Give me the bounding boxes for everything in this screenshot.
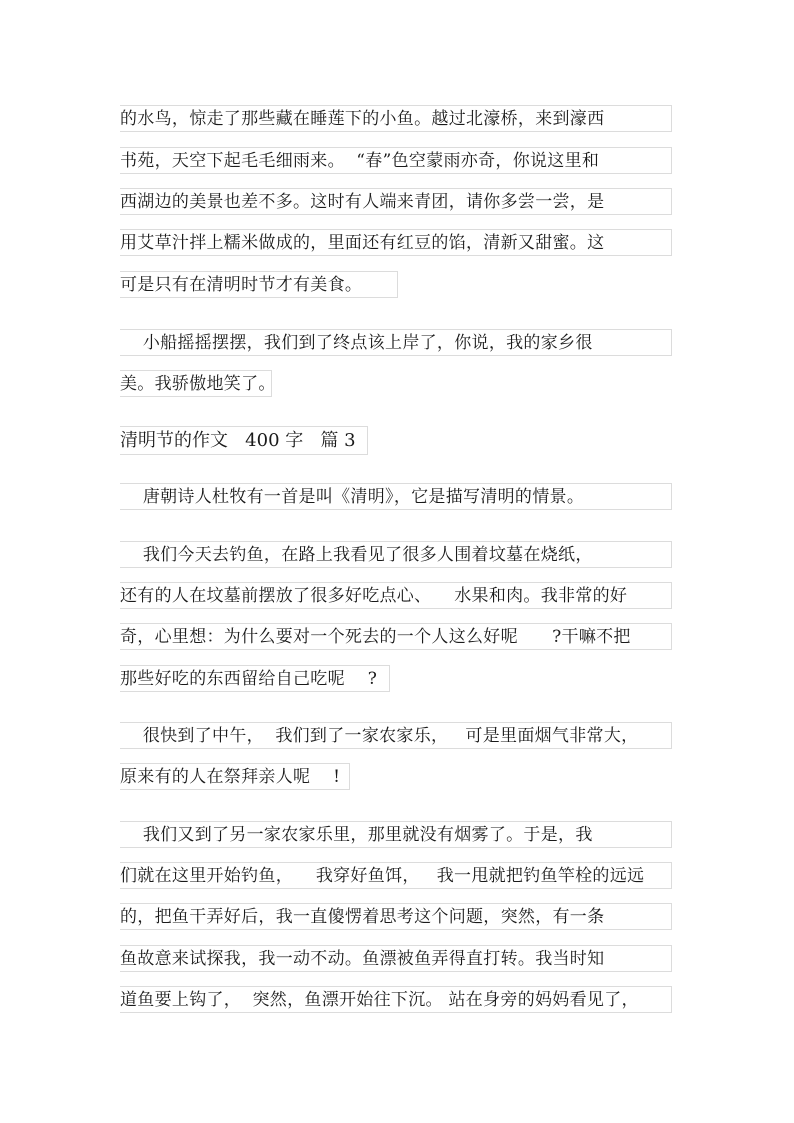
text-line: 们就在这里开始钓鱼， 我穿好鱼饵， 我一甩就把钓鱼竿栓的远远 bbox=[120, 866, 645, 886]
text-line: 可是只有在清明时节才有美食。 bbox=[120, 275, 363, 295]
text-line: 我们今天去钓鱼，在路上我看见了很多人围着坟墓在烧纸， bbox=[120, 545, 593, 565]
text-line: 奇，心里想：为什么要对一个死去的一个人这么好呢 ?干嘛不把 bbox=[120, 627, 631, 647]
text-line: 我们又到了另一家农家乐里，那里就没有烟雾了。于是，我 bbox=[120, 825, 593, 845]
text-line: 书苑，天空下起毛毛细雨来。 “春”色空蒙雨亦奇，你说这里和 bbox=[120, 151, 600, 171]
text-line: 那些好吃的东西留给自己吃呢 ? bbox=[120, 669, 378, 689]
text-line: 的水鸟，惊走了那些藏在睡莲下的小鱼。越过北濠桥，来到濠西 bbox=[120, 109, 605, 129]
text-line: 很快到了中午， 我们到了一家农家乐， 可是里面烟气非常大， bbox=[120, 726, 639, 746]
section-heading: 清明节的作文 400 字 篇 3 bbox=[120, 430, 356, 451]
text-line: 还有的人在坟墓前摆放了很多好吃点心、 水果和肉。我非常的好 bbox=[120, 586, 628, 606]
text-line: 鱼故意来试探我，我一动不动。鱼漂被鱼弄得直打转。我当时知 bbox=[120, 949, 605, 969]
text-line: 小船摇摇摆摆，我们到了终点该上岸了，你说，我的家乡很 bbox=[120, 333, 593, 353]
text-line: 唐朝诗人杜牧有一首是叫《清明》，它是描写清明的情景。 bbox=[120, 487, 585, 507]
text-line: 美。我骄傲地笑了。 bbox=[120, 374, 276, 394]
text-line: 西湖边的美景也差不多。这时有人端来青团，请你多尝一尝，是 bbox=[120, 192, 605, 212]
text-line: 道鱼要上钩了， 突然，鱼漂开始往下沉。 站在身旁的妈妈看见了， bbox=[120, 990, 639, 1010]
text-line: 用艾草汁拌上糯米做成的，里面还有红豆的馅，清新又甜蜜。这 bbox=[120, 233, 605, 253]
text-line: 原来有的人在祭拜亲人呢 ! bbox=[120, 767, 341, 787]
text-line: 的，把鱼干弄好后，我一直傻愣着思考这个问题，突然，有一条 bbox=[120, 907, 605, 927]
